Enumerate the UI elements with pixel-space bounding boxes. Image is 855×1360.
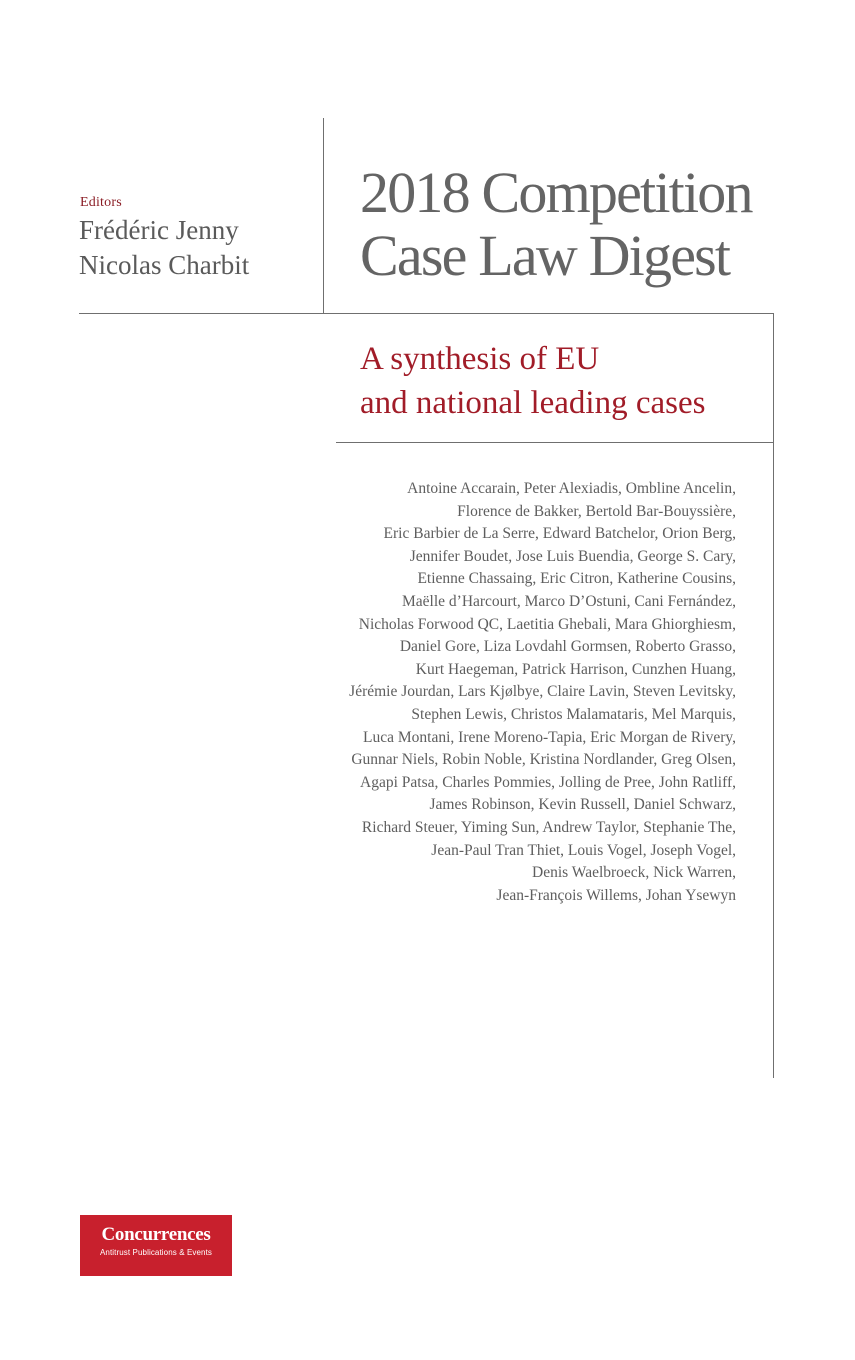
book-subtitle-line: and national leading cases [360, 385, 706, 421]
contributors-line: Agapi Patsa, Charles Pommies, Jolling de Pree, John Ratliff, [360, 773, 736, 791]
contributors-line: Florence de Bakker, Bertold Bar-Bouyssière, [457, 502, 736, 520]
book-title-line: 2018 Competition [360, 160, 752, 225]
editor-name: Frédéric Jenny [79, 215, 239, 245]
publisher-tagline: Antitrust Publications & Events [99, 1248, 213, 1257]
contributors-line: Stephen Lewis, Christos Malamataris, Mel Marquis, [411, 705, 736, 723]
contributors-line: Nicholas Forwood QC, Laetitia Ghebali, Mara Ghiorghiesm, [358, 615, 736, 633]
publisher-logo [80, 1215, 232, 1276]
contributors-line: Jean-Paul Tran Thiet, Louis Vogel, Joseph Vogel, [431, 841, 736, 859]
contributors-line: Etienne Chassaing, Eric Citron, Katherine Cousins, [417, 570, 736, 588]
contributors-line: James Robinson, Kevin Russell, Daniel Schwarz, [429, 796, 736, 814]
publisher-name: Concurrences [101, 1224, 211, 1245]
book-subtitle-line: A synthesis of EU [360, 341, 600, 377]
contributors-line: Antoine Accarain, Peter Alexiadis, Ombline Ancelin, [407, 480, 736, 497]
contributors-line: Jean-François Willems, Johan Ysewyn [496, 886, 736, 904]
horizontal-divider-top [79, 313, 774, 314]
contributors-list [349, 478, 736, 907]
contributors-line: Gunnar Niels, Robin Noble, Kristina Nordlander, Greg Olsen, [351, 751, 736, 769]
horizontal-divider-subtitle [336, 442, 774, 443]
editors-label: Editors [80, 195, 122, 210]
vertical-divider-right [773, 313, 774, 1078]
editor-name: Nicolas Charbit [79, 250, 250, 280]
contributors-line: Eric Barbier de La Serre, Edward Batchelor, Orion Berg, [383, 525, 736, 543]
contributors-line: Jérémie Jourdan, Lars Kjølbye, Claire Lavin, Steven Levitsky, [349, 683, 736, 701]
contributors-line: Jennifer Boudet, Jose Luis Buendia, George S. Cary, [409, 547, 736, 565]
contributors-line: Maëlle d’Harcourt, Marco D’Ostuni, Cani Fernández, [402, 592, 736, 610]
contributors-line: Kurt Haegeman, Patrick Harrison, Cunzhen Huang, [415, 660, 736, 678]
contributors-line: Denis Waelbroeck, Nick Warren, [532, 864, 736, 882]
book-title-line: Case Law Digest [360, 223, 730, 288]
vertical-divider-top [323, 118, 324, 314]
contributors-line: Daniel Gore, Liza Lovdahl Gormsen, Roberto Grasso, [399, 638, 736, 656]
contributors-line: Richard Steuer, Yiming Sun, Andrew Taylor, Stephanie The, [361, 818, 736, 836]
contributors-line: Luca Montani, Irene Moreno-Tapia, Eric Morgan de Rivery, [363, 728, 736, 746]
